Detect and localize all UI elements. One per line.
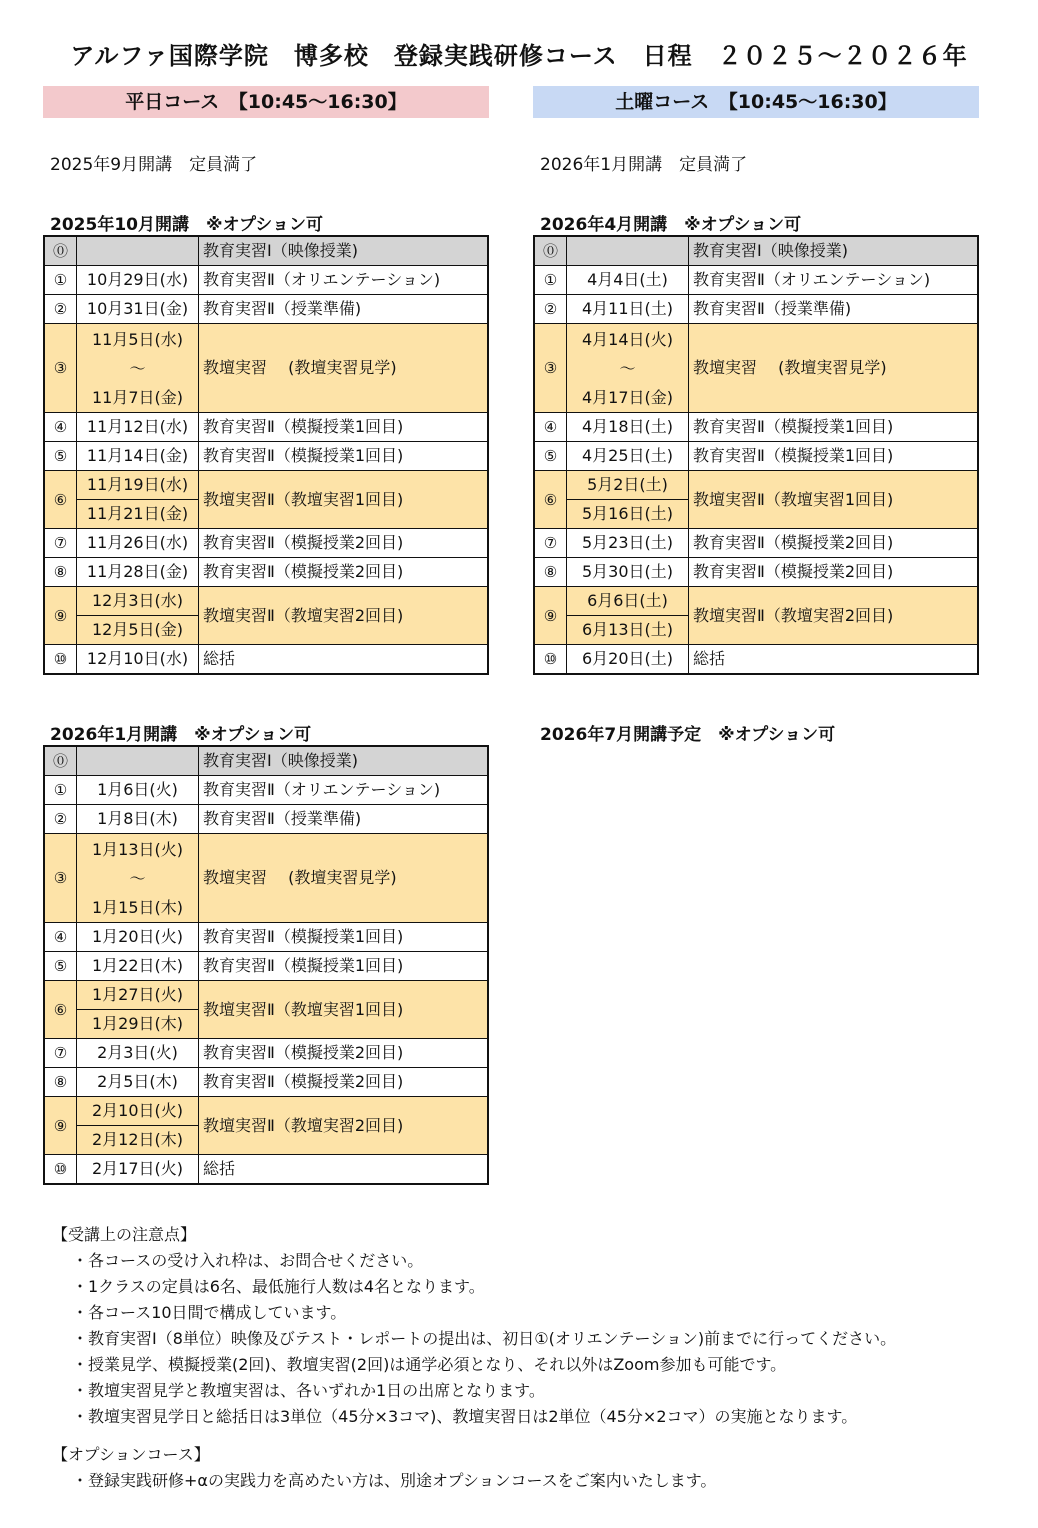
row-number: ③ bbox=[44, 834, 77, 923]
table-row bbox=[44, 413, 488, 442]
content-cell: 教育実習Ⅱ（オリエンテーション) bbox=[689, 266, 979, 295]
date-cell: 10月29日(水) bbox=[77, 266, 199, 295]
saturday-apr-heading: 2026年4月開講 ※オプション可 bbox=[540, 215, 802, 235]
row-number: ⑧ bbox=[534, 558, 567, 587]
date-cell: 2月3日(火) bbox=[77, 1039, 199, 1068]
table-row bbox=[44, 1068, 488, 1097]
date-cell: 4月18日(土) bbox=[567, 413, 689, 442]
date-cell: 1月29日(木) bbox=[77, 1010, 199, 1039]
content-cell: 総括 bbox=[199, 645, 489, 675]
date-cell bbox=[77, 236, 199, 266]
row-number: ⑤ bbox=[44, 442, 77, 471]
table-row bbox=[44, 558, 488, 587]
weekday-jan-heading: 2026年1月開講 ※オプション可 bbox=[50, 725, 312, 745]
table-row bbox=[534, 266, 978, 295]
date-cell: 4月11日(土) bbox=[567, 295, 689, 324]
date-cell bbox=[77, 746, 199, 776]
table-row bbox=[44, 1155, 488, 1185]
content-cell: 教育実習Ⅰ（映像授業) bbox=[199, 236, 489, 266]
date-cell: 1月20日(火) bbox=[77, 923, 199, 952]
content-cell: 教育実習Ⅱ（模擬授業1回目) bbox=[199, 442, 489, 471]
table-row bbox=[44, 324, 488, 413]
content-cell: 教壇実習Ⅱ（教壇実習1回目) bbox=[199, 471, 489, 529]
note-item: ・各コース10日間で構成しています。 bbox=[72, 1303, 347, 1322]
table-row bbox=[44, 1039, 488, 1068]
date-cell: 1月22日(木) bbox=[77, 952, 199, 981]
date-cell bbox=[567, 236, 689, 266]
row-number: ④ bbox=[44, 413, 77, 442]
option-item: ・登録実践研修+αの実践力を高めたい方は、別途オプションコースをご案内いたします。 bbox=[72, 1471, 717, 1490]
table-row bbox=[534, 558, 978, 587]
table-row bbox=[44, 587, 488, 616]
date-text: 1月15日(木) bbox=[91, 897, 184, 917]
row-number: ① bbox=[44, 266, 77, 295]
weekday-oct-heading: 2025年10月開講 ※オプション可 bbox=[50, 215, 323, 235]
table-row bbox=[534, 295, 978, 324]
date-cell: 5月16日(土) bbox=[567, 500, 689, 529]
content-cell: 教育実習Ⅱ（模擬授業2回目) bbox=[689, 558, 979, 587]
saturday-course-band: 土曜コース 【10:45～16:30】 bbox=[533, 86, 979, 118]
note-item: ・教壇実習見学と教壇実習は、各いずれか1日の出席となります。 bbox=[72, 1381, 545, 1400]
note-item: ・各コースの受け入れ枠は、お問合せください。 bbox=[72, 1251, 424, 1270]
content-cell: 教壇実習 (教壇実習見学) bbox=[199, 834, 489, 923]
date-cell: 6月6日(土) bbox=[567, 587, 689, 616]
content-cell: 教育実習Ⅰ（映像授業) bbox=[199, 746, 489, 776]
table-row bbox=[534, 645, 978, 675]
content-cell: 教育実習Ⅱ（オリエンテーション) bbox=[199, 266, 489, 295]
content-cell: 総括 bbox=[199, 1155, 489, 1185]
range-tilde: ～ bbox=[129, 868, 146, 888]
notes-heading: 【受講上の注意点】 bbox=[52, 1225, 197, 1244]
date-cell: 12月3日(水) bbox=[77, 587, 199, 616]
table-row bbox=[534, 442, 978, 471]
row-number: ⑧ bbox=[44, 558, 77, 587]
row-number: ③ bbox=[44, 324, 77, 413]
range-tilde: ～ bbox=[619, 358, 636, 378]
date-cell: 11月21日(金) bbox=[77, 500, 199, 529]
row-number: ⑤ bbox=[534, 442, 567, 471]
table-row bbox=[44, 266, 488, 295]
content-cell: 教育実習Ⅱ（オリエンテーション) bbox=[199, 776, 489, 805]
date-cell: 6月13日(土) bbox=[567, 616, 689, 645]
saturday-full-notice: 2026年1月開講 定員満了 bbox=[540, 155, 748, 175]
date-range-cell bbox=[567, 324, 689, 413]
content-cell: 教育実習Ⅱ（模擬授業2回目) bbox=[199, 1039, 489, 1068]
date-cell: 12月10日(水) bbox=[77, 645, 199, 675]
date-cell: 6月20日(土) bbox=[567, 645, 689, 675]
table-row bbox=[44, 471, 488, 500]
row-number: ⑩ bbox=[44, 1155, 77, 1185]
row-number: ⑩ bbox=[534, 645, 567, 675]
row-number: ③ bbox=[534, 324, 567, 413]
date-cell: 5月30日(土) bbox=[567, 558, 689, 587]
date-text: 11月5日(水) bbox=[91, 329, 184, 349]
row-number: ⑧ bbox=[44, 1068, 77, 1097]
table-row bbox=[534, 413, 978, 442]
table-row bbox=[534, 324, 978, 413]
row-number: ⑦ bbox=[44, 1039, 77, 1068]
date-cell: 5月2日(土) bbox=[567, 471, 689, 500]
date-cell: 4月4日(土) bbox=[567, 266, 689, 295]
content-cell: 教育実習Ⅱ（模擬授業1回目) bbox=[689, 442, 979, 471]
date-cell: 1月8日(木) bbox=[77, 805, 199, 834]
table-row bbox=[44, 236, 488, 266]
table-row bbox=[44, 805, 488, 834]
table-row bbox=[44, 981, 488, 1010]
note-item: ・教壇実習見学日と総括日は3単位（45分×3コマ)、教壇実習日は2単位（45分×2コマ）の実施となります。 bbox=[72, 1407, 858, 1426]
row-number: ② bbox=[534, 295, 567, 324]
date-cell: 11月26日(水) bbox=[77, 529, 199, 558]
table-row bbox=[44, 645, 488, 675]
row-number: ⓪ bbox=[44, 746, 77, 776]
row-number: ⑦ bbox=[534, 529, 567, 558]
content-cell: 教育実習Ⅰ（映像授業) bbox=[689, 236, 979, 266]
page-title: アルファ国際学院 博多校 登録実践研修コース 日程 ２０２５～２０２６年 bbox=[70, 42, 968, 70]
row-number: ⓪ bbox=[534, 236, 567, 266]
row-number: ② bbox=[44, 295, 77, 324]
table-row bbox=[44, 1097, 488, 1126]
content-cell: 教壇実習Ⅱ（教壇実習2回目) bbox=[689, 587, 979, 645]
content-cell: 教育実習Ⅱ（模擬授業2回目) bbox=[199, 558, 489, 587]
weekday-full-notice: 2025年9月開講 定員満了 bbox=[50, 155, 258, 175]
content-cell: 教育実習Ⅱ（模擬授業1回目) bbox=[199, 952, 489, 981]
date-range-cell bbox=[77, 834, 199, 923]
content-cell: 教育実習Ⅱ（模擬授業2回目) bbox=[689, 529, 979, 558]
row-number: ① bbox=[44, 776, 77, 805]
date-text: 4月14日(火) bbox=[581, 329, 674, 349]
schedule-table-weekday-oct bbox=[43, 235, 489, 675]
content-cell: 教壇実習Ⅱ（教壇実習1回目) bbox=[199, 981, 489, 1039]
row-number: ⑨ bbox=[44, 587, 77, 645]
date-cell: 5月23日(土) bbox=[567, 529, 689, 558]
date-cell: 11月12日(水) bbox=[77, 413, 199, 442]
date-cell: 2月12日(木) bbox=[77, 1126, 199, 1155]
table-row bbox=[534, 587, 978, 616]
table-row bbox=[44, 776, 488, 805]
schedule-table-weekday-jan bbox=[43, 745, 489, 1185]
date-cell: 1月27日(火) bbox=[77, 981, 199, 1010]
date-cell: 11月19日(水) bbox=[77, 471, 199, 500]
content-cell: 教育実習Ⅱ（授業準備) bbox=[199, 295, 489, 324]
note-item: ・授業見学、模擬授業(2回)、教壇実習(2回)は通学必須となり、それ以外はZoom参加も可能です。 bbox=[72, 1355, 787, 1374]
range-tilde: ～ bbox=[129, 358, 146, 378]
note-item: ・教育実習Ⅰ（8単位）映像及びテスト・レポートの提出は、初日①(オリエンテーション)前までに行ってください。 bbox=[72, 1329, 897, 1348]
date-cell: 2月5日(木) bbox=[77, 1068, 199, 1097]
date-text: 1月13日(火) bbox=[91, 839, 184, 859]
row-number: ⑦ bbox=[44, 529, 77, 558]
date-cell: 10月31日(金) bbox=[77, 295, 199, 324]
notes-section bbox=[52, 1222, 896, 1494]
row-number: ① bbox=[534, 266, 567, 295]
table-row bbox=[534, 236, 978, 266]
row-number: ⑥ bbox=[44, 981, 77, 1039]
content-cell: 教壇実習Ⅱ（教壇実習2回目) bbox=[199, 1097, 489, 1155]
table-row bbox=[44, 746, 488, 776]
date-text: 11月7日(金) bbox=[91, 387, 184, 407]
date-cell: 2月10日(火) bbox=[77, 1097, 199, 1126]
table-row bbox=[534, 471, 978, 500]
row-number: ② bbox=[44, 805, 77, 834]
date-cell: 2月17日(火) bbox=[77, 1155, 199, 1185]
row-number: ⑥ bbox=[44, 471, 77, 529]
date-cell: 12月5日(金) bbox=[77, 616, 199, 645]
date-cell: 4月25日(土) bbox=[567, 442, 689, 471]
weekday-course-band: 平日コース 【10:45～16:30】 bbox=[43, 86, 489, 118]
table-row bbox=[44, 834, 488, 923]
content-cell: 教壇実習 (教壇実習見学) bbox=[199, 324, 489, 413]
row-number: ⑩ bbox=[44, 645, 77, 675]
table-row bbox=[44, 529, 488, 558]
content-cell: 教育実習Ⅱ（模擬授業1回目) bbox=[689, 413, 979, 442]
row-number: ⑨ bbox=[534, 587, 567, 645]
note-item: ・1クラスの定員は6名、最低施行人数は4名となります。 bbox=[72, 1277, 485, 1296]
row-number: ④ bbox=[534, 413, 567, 442]
content-cell: 教育実習Ⅱ（授業準備) bbox=[689, 295, 979, 324]
saturday-jul-heading: 2026年7月開講予定 ※オプション可 bbox=[540, 725, 836, 745]
content-cell: 教育実習Ⅱ（模擬授業1回目) bbox=[199, 923, 489, 952]
content-cell: 教育実習Ⅱ（授業準備) bbox=[199, 805, 489, 834]
row-number: ④ bbox=[44, 923, 77, 952]
schedule-table-saturday-apr bbox=[533, 235, 979, 675]
table-row bbox=[44, 442, 488, 471]
row-number: ⑨ bbox=[44, 1097, 77, 1155]
content-cell: 教壇実習Ⅱ（教壇実習2回目) bbox=[199, 587, 489, 645]
content-cell: 総括 bbox=[689, 645, 979, 675]
row-number: ⑤ bbox=[44, 952, 77, 981]
content-cell: 教育実習Ⅱ（模擬授業2回目) bbox=[199, 1068, 489, 1097]
table-row bbox=[44, 295, 488, 324]
date-cell: 11月14日(金) bbox=[77, 442, 199, 471]
date-text: 4月17日(金) bbox=[581, 387, 674, 407]
content-cell: 教育実習Ⅱ（模擬授業2回目) bbox=[199, 529, 489, 558]
option-heading: 【オプションコース】 bbox=[52, 1445, 210, 1464]
table-row bbox=[534, 529, 978, 558]
content-cell: 教壇実習 (教壇実習見学) bbox=[689, 324, 979, 413]
date-range-cell bbox=[77, 324, 199, 413]
content-cell: 教育実習Ⅱ（模擬授業1回目) bbox=[199, 413, 489, 442]
content-cell: 教壇実習Ⅱ（教壇実習1回目) bbox=[689, 471, 979, 529]
date-cell: 1月6日(火) bbox=[77, 776, 199, 805]
table-row bbox=[44, 952, 488, 981]
row-number: ⑥ bbox=[534, 471, 567, 529]
date-cell: 11月28日(金) bbox=[77, 558, 199, 587]
row-number: ⓪ bbox=[44, 236, 77, 266]
table-row bbox=[44, 923, 488, 952]
